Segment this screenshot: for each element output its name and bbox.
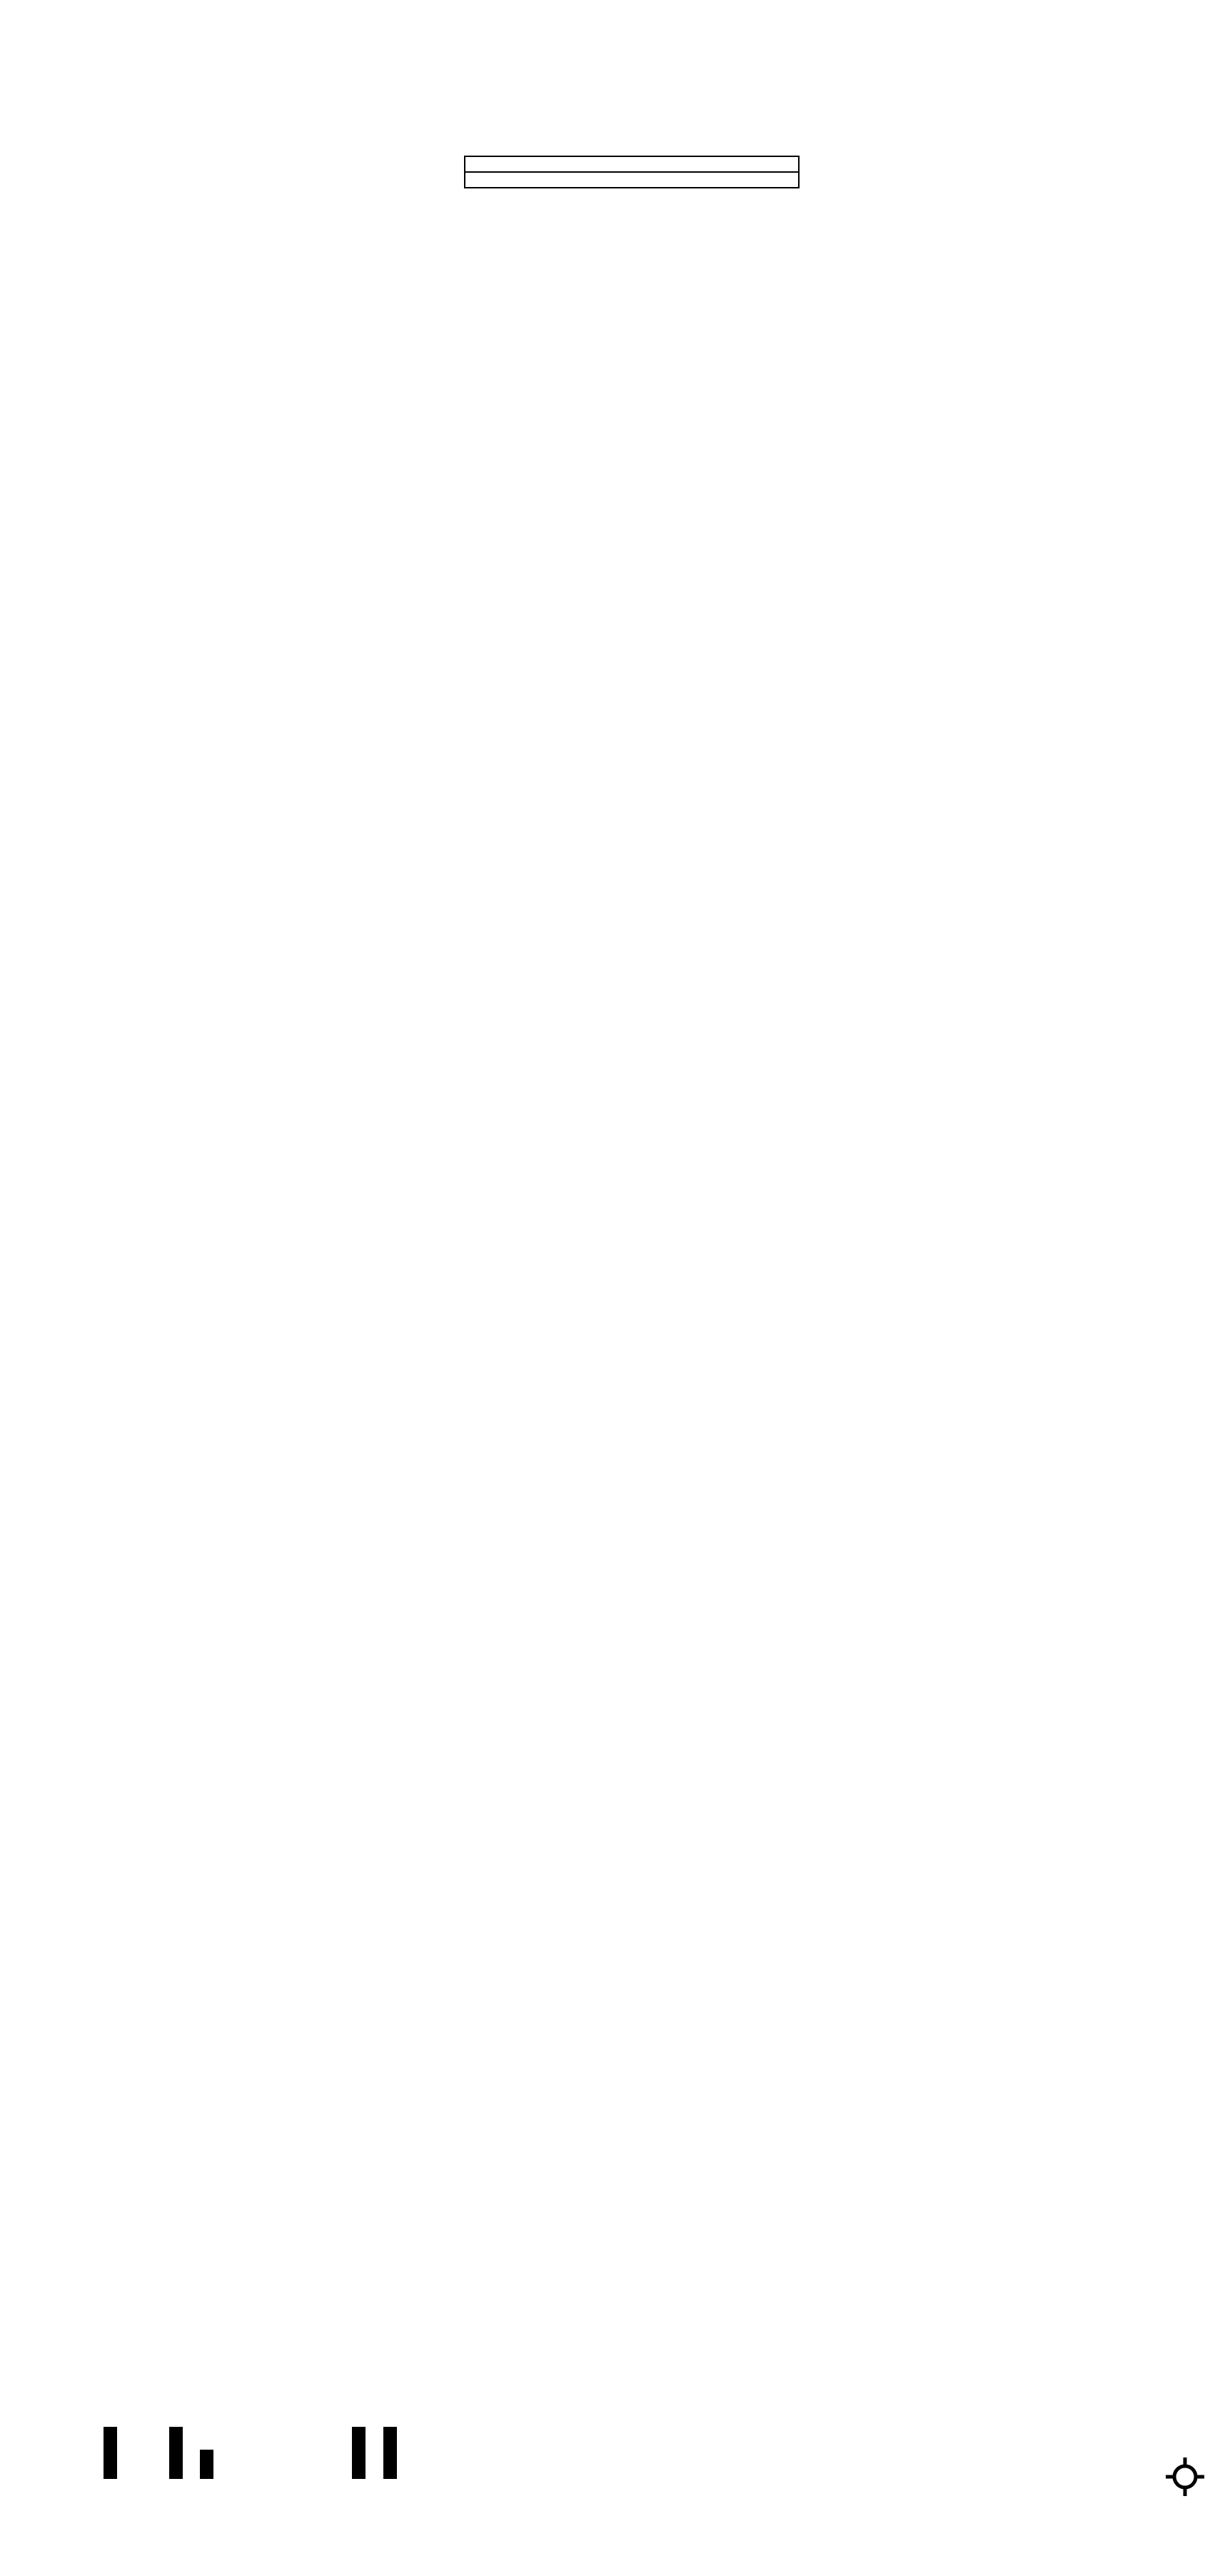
barcode-bar [200, 2450, 213, 2479]
barcode-bar [352, 2427, 366, 2479]
measures-column [464, 156, 800, 187]
barcode-bar [104, 2427, 117, 2479]
barcode-bar [169, 2427, 183, 2479]
barcode-bar [383, 2427, 397, 2479]
amendments-header [464, 156, 800, 173]
referendum-header [464, 171, 800, 188]
crosshair-registration-icon [1165, 2457, 1205, 2500]
